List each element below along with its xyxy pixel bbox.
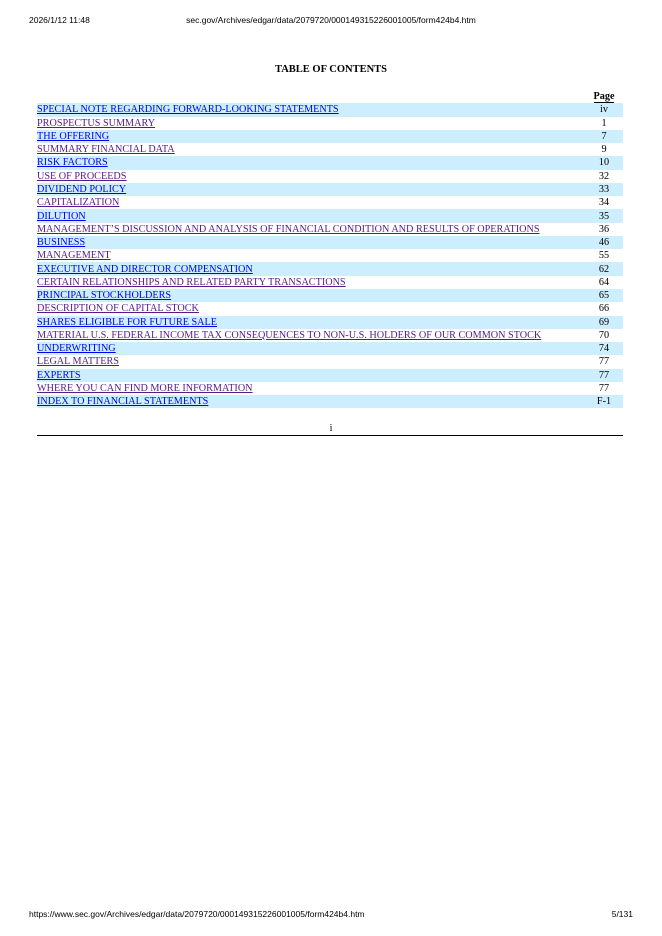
print-header [0,15,662,27]
toc-entry-link[interactable]: EXECUTIVE AND DIRECTOR COMPENSATION [37,263,253,275]
toc-page-cell [585,262,623,275]
toc-table [37,90,623,408]
toc-page-number: 65 [598,290,610,302]
toc-row [37,143,623,156]
toc-page-number: 32 [598,170,610,182]
toc-row [37,302,623,315]
toc-entry-cell [37,262,585,275]
print-footer-url: https://www.sec.gov/Archives/edgar/data/2079720/000149315226001005/form424b4.htm [29,909,365,919]
toc-row [37,130,623,143]
toc-header-row [37,90,623,103]
toc-entry-cell [37,103,585,116]
toc-entry-link[interactable]: SUMMARY FINANCIAL DATA [37,144,175,156]
toc-page-cell [585,196,623,209]
toc-page-number: F-1 [596,396,612,408]
toc-page-cell [585,223,623,236]
toc-row [37,223,623,236]
toc-entry-link[interactable]: THE OFFERING [37,130,110,142]
toc-page-number: 77 [598,356,610,368]
toc-entry-link[interactable]: MANAGEMENT’S DISCUSSION AND ANALYSIS OF FINANCIAL CONDITION AND RESULTS OF OPERATIONS [37,223,540,235]
toc-page-number: 77 [598,369,610,381]
toc-row [37,236,623,249]
toc-row [37,395,623,408]
toc-page-number: 62 [598,263,610,275]
toc-row [37,276,623,289]
toc-entry-cell [37,302,585,315]
toc-title: TABLE OF CONTENTS [274,64,388,75]
toc-page-cell [585,236,623,249]
toc-page-cell [585,342,623,355]
toc-page-cell [585,156,623,169]
toc-entry-cell [37,249,585,262]
toc-entry-link[interactable]: MATERIAL U.S. FEDERAL INCOME TAX CONSEQUENCES TO NON-U.S. HOLDERS OF OUR COMMON STOCK [37,329,542,341]
toc-entry-link[interactable]: UNDERWRITING [37,343,116,355]
toc-entry-cell [37,395,585,408]
toc-row [37,209,623,222]
toc-entry-cell [37,289,585,302]
toc-entry-cell [37,329,585,342]
print-datetime: 2026/1/12 11:48 [29,15,90,25]
toc-page-number: 64 [598,276,610,288]
toc-page-number: 34 [598,197,610,209]
toc-page-cell [585,103,623,116]
toc-row [37,196,623,209]
toc-row [37,103,623,116]
toc-page-cell [585,355,623,368]
toc-entry-cell [37,170,585,183]
toc-page-cell [585,143,623,156]
toc-header-spacer [37,90,585,103]
toc-page-number: 10 [598,157,610,169]
print-header-url: sec.gov/Archives/edgar/data/2079720/000149315226001005/form424b4.htm [186,15,476,25]
toc-page-cell [585,382,623,395]
toc-entry-cell [37,209,585,222]
toc-entry-link[interactable]: PRINCIPAL STOCKHOLDERS [37,290,172,302]
toc-entry-cell [37,183,585,196]
toc-entry-link[interactable]: DESCRIPTION OF CAPITAL STOCK [37,303,199,315]
toc-page-number: 36 [598,223,610,235]
toc-entry-link[interactable]: MANAGEMENT [37,250,111,262]
toc-page-cell [585,289,623,302]
toc-entry-cell [37,130,585,143]
toc-page-cell [585,316,623,329]
toc-entry-cell [37,156,585,169]
toc-page-cell [585,170,623,183]
toc-row [37,170,623,183]
toc-entry-link[interactable]: LEGAL MATTERS [37,356,119,368]
toc-page-number: 35 [598,210,610,222]
toc-entry-cell [37,236,585,249]
toc-page-cell [585,117,623,130]
toc-page-cell [585,249,623,262]
print-page-count: 5/131 [611,909,633,919]
toc-row [37,289,623,302]
toc-page-cell [585,276,623,289]
toc-entry-cell [37,196,585,209]
page-column-header-label: Page [593,91,615,103]
toc-entry-cell [37,316,585,329]
toc-page-number: iv [600,104,608,116]
toc-page-number: 55 [598,250,610,262]
toc-page-number: 70 [598,329,610,341]
toc-row [37,262,623,275]
toc-page-number: 46 [598,237,610,249]
toc-entry-link[interactable]: SHARES ELIGIBLE FOR FUTURE SALE [37,316,217,328]
toc-entry-link[interactable]: RISK FACTORS [37,157,108,169]
toc-row [37,316,623,329]
toc-entry-cell [37,382,585,395]
toc-entry-cell [37,355,585,368]
toc-entry-link[interactable]: EXPERTS [37,369,81,381]
toc-page-cell [585,209,623,222]
toc-page-number: 1 [601,117,607,129]
toc-body [37,103,623,408]
toc-entry-link[interactable]: WHERE YOU CAN FIND MORE INFORMATION [37,382,253,394]
toc-entry-cell [37,143,585,156]
toc-entry-link[interactable]: CERTAIN RELATIONSHIPS AND RELATED PARTY TRANSACTIONS [37,276,346,288]
toc-entry-link[interactable]: DIVIDEND POLICY [37,183,127,195]
toc-page-number: 9 [601,144,607,156]
toc-entry-cell [37,276,585,289]
toc-page-cell [585,395,623,408]
toc-page-number: 74 [598,343,610,355]
toc-page-number: 77 [598,382,610,394]
toc-row [37,382,623,395]
toc-entry-link[interactable]: SPECIAL NOTE REGARDING FORWARD-LOOKING STATEMENTS [37,104,339,116]
toc-page-number: 33 [598,183,610,195]
toc-page-number: 69 [598,316,610,328]
toc-entry-cell [37,223,585,236]
page-divider [37,435,623,436]
toc-entry-cell [37,117,585,130]
toc-row [37,342,623,355]
toc-entry-link[interactable]: USE OF PROCEEDS [37,170,127,182]
page-column-header [585,90,623,103]
toc-entry-link[interactable]: CAPITALIZATION [37,197,120,209]
toc-page-number: 7 [601,130,607,142]
toc-page-number: 66 [598,303,610,315]
toc-row [37,369,623,382]
toc-entry-link[interactable]: INDEX TO FINANCIAL STATEMENTS [37,396,209,408]
toc-page-cell [585,302,623,315]
print-footer [0,909,662,921]
toc-row [37,249,623,262]
page-number: i [329,423,333,434]
toc-page-cell [585,183,623,196]
toc-page-cell [585,369,623,382]
toc-page-cell [585,329,623,342]
toc-row [37,117,623,130]
toc-row [37,355,623,368]
toc-entry-cell [37,342,585,355]
toc-entry-link[interactable]: DILUTION [37,210,86,222]
toc-page-cell [585,130,623,143]
toc-entry-link[interactable]: PROSPECTUS SUMMARY [37,117,156,129]
toc-row [37,183,623,196]
toc-row [37,156,623,169]
toc-entry-cell [37,369,585,382]
toc-row [37,329,623,342]
toc-entry-link[interactable]: BUSINESS [37,237,86,249]
